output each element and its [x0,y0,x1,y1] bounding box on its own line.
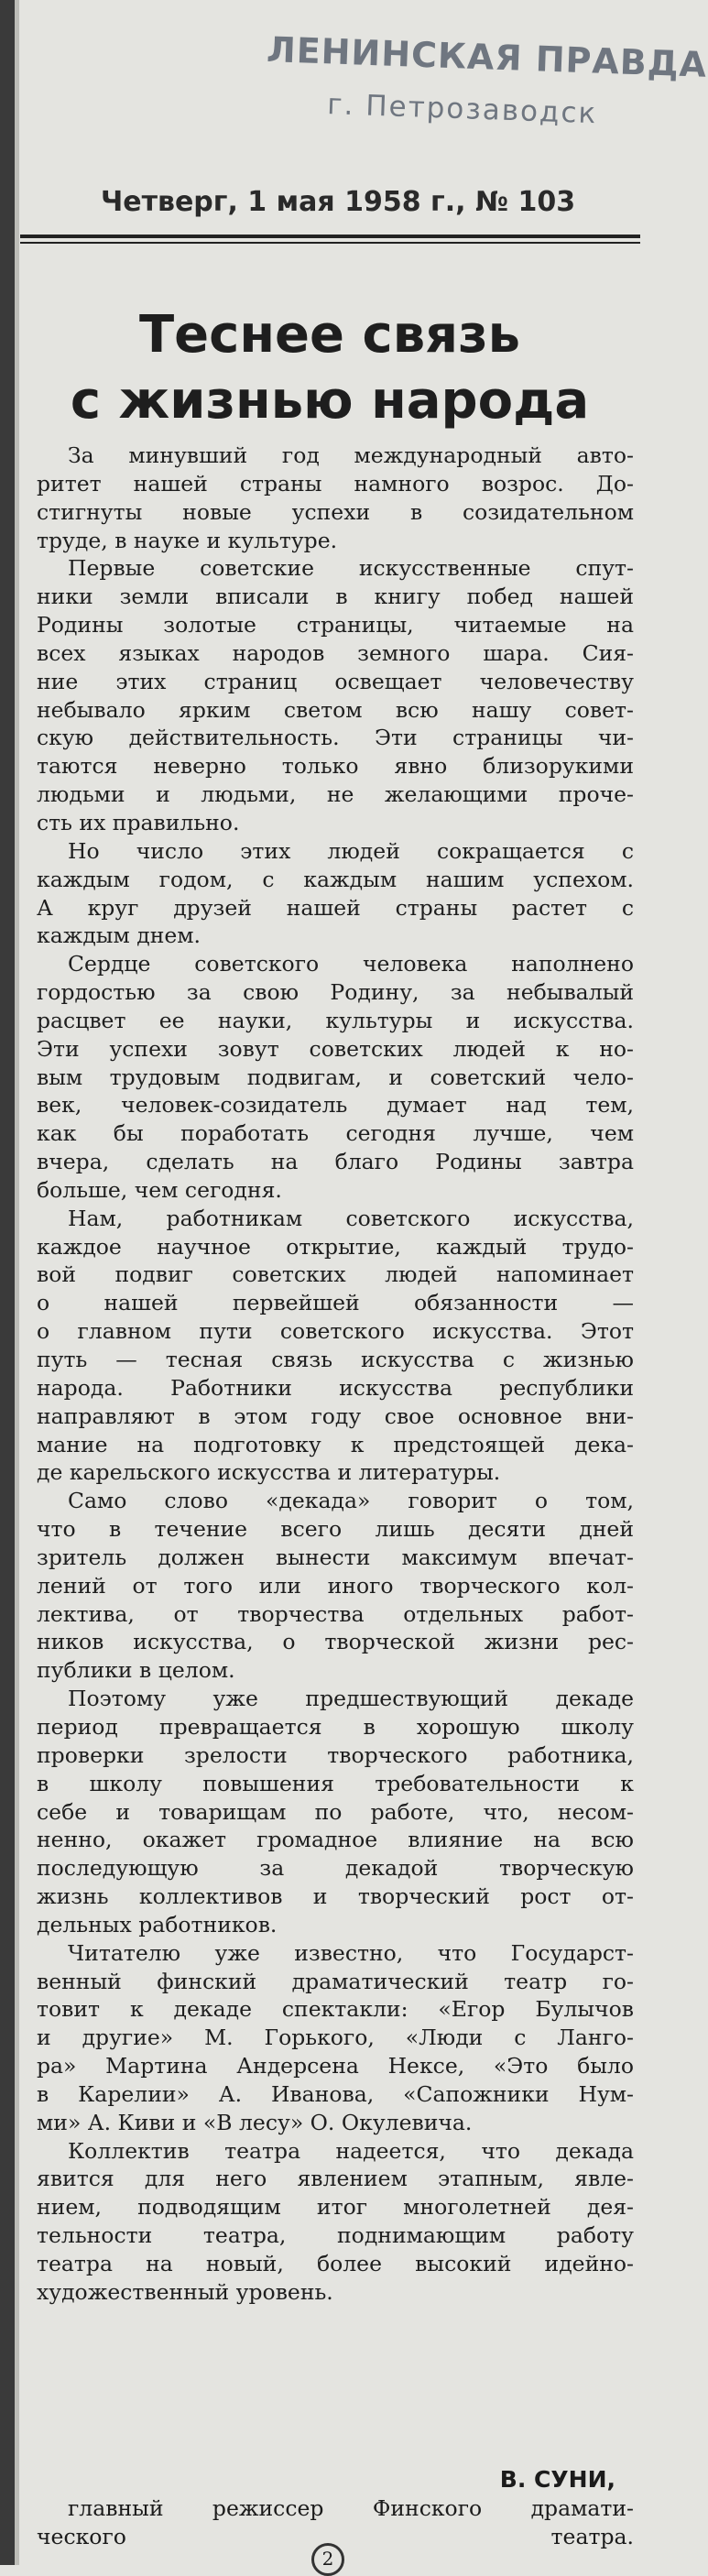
paragraph-line: народа. Работники искусства республики [37,1374,634,1401]
article-paragraph [37,950,634,1205]
paragraph-line: театра на новый, более высокий идейно- [37,2251,634,2276]
paragraph-line: скую действительность. Эти страницы чи- [37,725,634,751]
paragraph-line: ра» Мартина Андерсена Нексе, «Это было [37,2053,634,2079]
paragraph-line: больше, чем сегодня. [37,1176,282,1203]
article-paragraph [37,1685,634,1939]
signature-block [37,2466,634,2551]
paragraph-line: стигнуты новые успехи в созидательном [37,498,634,525]
scan-margin-edge [15,0,19,2565]
paragraph-line: проверки зрелости творческого работника, [37,1741,634,1768]
paragraph-line: товит к декаде спектакли: «Егор Булычов [37,1996,634,2023]
page-number: 2 [311,2543,344,2576]
paragraph-line: каждое научное открытие, каждый трудо- [37,1233,634,1260]
paragraph-line: вой подвиг советских людей напоминает [37,1261,634,1288]
paragraph-line: расцвет ее науки, культуры и искусства. [37,1007,634,1033]
paragraph-line: ников искусства, о творческой жизни рес- [37,1629,634,1655]
article-paragraph [37,837,634,950]
dateline: Четверг, 1 мая 1958 г., № 103 [101,186,576,218]
paragraph-line: Эти успехи зовут советских людей к но- [37,1035,634,1062]
scan-margin [0,0,15,2565]
paragraph-line: Но число этих людей сокращается с [68,837,634,864]
paragraph-line: мание на подготовку к предстоящей дека- [37,1431,634,1457]
paragraph-line: сть их правильно. [37,809,240,835]
paragraph-line: ние этих страниц освещает человечеству [37,668,634,694]
article-body [37,442,634,2307]
paragraph-line: каждым днем. [37,922,202,949]
stamp-city: г. Петрозаводск [326,88,598,131]
paragraph-line: о главном пути советского искусства. Этот [37,1318,634,1345]
paragraph-line: гордостью за свою Родину, за небывалый [37,979,634,1006]
paragraph-line: вым трудовым подвигам, и советский чело- [37,1064,634,1090]
paragraph-line: А круг друзей нашей страны растет с [37,894,634,921]
paragraph-line: о нашей первейшей обязанности — [37,1290,634,1316]
paragraph-line: Читателю уже известно, что Государст- [68,1939,634,1966]
paragraph-line: Само слово «декада» говорит о том, [68,1488,634,1514]
paragraph-line: венный финский драматический театр го- [37,1968,634,1994]
article-paragraph [37,554,634,836]
headline-line: Теснее связь [138,305,521,365]
paragraph-line: жизнь коллективов и творческий рост от- [37,1883,634,1910]
paragraph-line: художественный уровень. [37,2278,333,2305]
paragraph-line: труде, в науке и культуре. [37,527,338,553]
paragraph-line: Родины золотые страницы, читаемые на [37,612,634,639]
paragraph-line: век, человек-созидатель думает над тем, [37,1092,634,1119]
article-paragraph [37,1939,634,2137]
paragraph-line: себе и товарищам по работе, что, несом- [37,1798,634,1825]
paragraph-line: нием, подводящим итог многолетней дея- [37,2194,634,2221]
paragraph-line: небывало ярким светом всю нашу совет- [37,696,634,723]
paragraph-line: таются неверно только явно близорукими [37,753,634,780]
paragraph-line: лений от того или иного творческого кол- [37,1572,634,1599]
paragraph-line: Поэтому уже предшествующий декаде [68,1686,634,1712]
paragraph-line: явится для него явлением этапным, явле- [37,2166,634,2192]
author-position [37,2494,634,2551]
paragraph-line: как бы поработать сегодня лучше, чем [37,1120,634,1147]
paragraph-line: и другие» М. Горького, «Люди с Ланго- [37,2025,634,2051]
author-name: В. СУНИ, [499,2466,615,2493]
newspaper-stamp [266,16,708,154]
stamp-newspaper-name: ЛЕНИНСКАЯ ПРАВДА [266,29,708,85]
paragraph-line: путь — тесная связь искусства с жизнью [37,1347,634,1372]
paragraph-line: Нам, работникам советского искусства, [68,1205,634,1231]
paragraph-line: ненно, окажет громадное влияние на всю [37,1827,634,1853]
paragraph-line: последующую за декадой творческую [37,1855,634,1882]
paragraph-line: лектива, от творчества отдельных работ- [37,1600,634,1627]
paragraph-line: в Карелии» А. Иванова, «Сапожники Нум- [37,2080,634,2107]
paragraph-line: Сердце советского человека наполнено [68,951,634,977]
paragraph-line: ми» А. Киви и «В лесу» О. Окулевича. [37,2109,473,2135]
paragraph-line: За минувший год международный авто- [68,442,634,468]
paragraph-line: дельных работников. [37,1911,278,1937]
paragraph-line: всех языках народов земного шара. Сия- [37,639,634,666]
paragraph-line: ники земли вписали в книгу побед нашей [37,584,634,610]
author-position-line: главный режиссер Финского драмати- [68,2494,634,2521]
paragraph-line: вчера, сделать на благо Родины завтра [37,1149,634,1175]
article-headline [37,302,623,434]
paragraph-line: что в течение всего лишь десяти дней [37,1516,634,1543]
paragraph-line: в школу повышения требовательности к [37,1770,634,1796]
author-position-line: ческого театра. [37,2523,634,2549]
paragraph-line: Коллектив театра надеется, что декада [68,2137,634,2164]
paragraph-line: Первые советские искусственные спут- [68,555,634,582]
paragraph-line: направляют в этом году свое основное вни- [37,1403,634,1429]
paragraph-line: тельности театра, поднимающим работу [37,2222,634,2249]
article-paragraph [37,1487,634,1685]
article-paragraph [37,1205,634,1487]
header-rule [20,235,640,238]
paragraph-line: людьми и людьми, не желающими проче- [37,781,634,808]
headline-line: с жизнью народа [70,371,590,431]
article-paragraph [37,2137,634,2307]
paragraph-line: де карельского искусства и литературы. [37,1459,501,1486]
paragraph-line: публики в целом. [37,1657,235,1684]
article-paragraph [37,442,634,554]
paragraph-line: зритель должен вынести максимум впечат- [37,1544,634,1570]
header-rule-thin [20,242,640,244]
paragraph-line: каждым годом, с каждым нашим успехом. [37,866,634,892]
paragraph-line: период превращается в хорошую школу [37,1713,634,1740]
paragraph-line: ритет нашей страны намного возрос. До- [37,470,634,497]
